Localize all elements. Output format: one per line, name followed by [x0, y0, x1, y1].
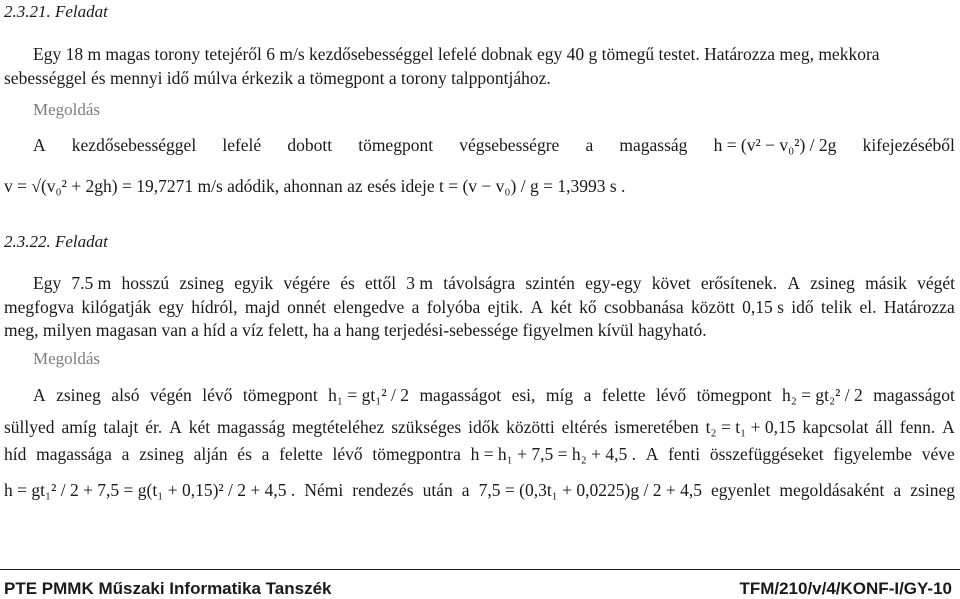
- word: között: [691, 297, 735, 317]
- word: kezdősebességgel: [71, 135, 197, 155]
- word: el.: [859, 297, 877, 317]
- word: felette: [279, 444, 323, 464]
- word: tömegpont: [696, 385, 772, 405]
- word: megfogva: [4, 297, 74, 317]
- word: majd: [244, 297, 280, 317]
- word: erősítenek.: [700, 273, 778, 293]
- word: alján: [193, 444, 228, 464]
- word: lefelé: [222, 135, 262, 155]
- word: rendezés: [352, 480, 414, 500]
- word: zsineg: [910, 480, 955, 500]
- problem2-solution-line4: [4, 482, 955, 500]
- problem1-solution-line2: v = √(v₀² + 2gh) = 19,7271 m/s adódik, ahonnan az esés ideje t = (v − v₀) / g = 1,3993 s .: [4, 176, 626, 196]
- word: a: [261, 444, 270, 464]
- word: 7,5 = (0,3t₁ + 0,0225)g / 2 + 4,5: [478, 480, 702, 500]
- word: h₁ = gt₁² / 2: [328, 385, 409, 405]
- word: másik: [865, 273, 907, 293]
- footer-document-code: TFM/210/v/4/KONF-I/GY-10: [739, 579, 952, 598]
- word: lévő: [656, 385, 687, 405]
- word: 7.5 m: [71, 273, 112, 293]
- word: felette: [601, 385, 646, 405]
- word: összefüggéseket: [709, 444, 824, 464]
- word: megoldásaként: [779, 480, 885, 500]
- word: zsineg: [810, 273, 855, 293]
- word: közötti: [506, 417, 555, 437]
- word: t₂ = t₁ + 0,15: [705, 417, 796, 437]
- word: után: [422, 480, 453, 500]
- word: távolságra: [443, 273, 516, 293]
- word: kilógatják: [81, 297, 152, 317]
- word: hosszú: [121, 273, 170, 293]
- problem1-solution-line1: [33, 137, 955, 155]
- word: A: [942, 417, 955, 437]
- word: egyik: [234, 273, 274, 293]
- problem2-solution-line3: [4, 446, 955, 464]
- word: A: [169, 417, 182, 437]
- word: h = (v² − v₀²) / 2g: [713, 135, 837, 155]
- problem1-solution-heading: Megoldás: [33, 100, 101, 119]
- word: végére: [283, 273, 330, 293]
- word: idők: [468, 417, 500, 437]
- word: egy: [158, 297, 184, 317]
- word: magassága: [36, 444, 112, 464]
- word: folyóba: [426, 297, 481, 317]
- word: magasság: [619, 135, 688, 155]
- word: kifejezéséből: [862, 135, 955, 155]
- word: A: [33, 135, 46, 155]
- word: A: [645, 444, 659, 464]
- word: eltérés: [561, 417, 608, 437]
- problem1-title: 2.3.21. Feladat: [4, 2, 108, 21]
- word: megtételéhez: [291, 417, 385, 437]
- word: A: [33, 385, 46, 405]
- word: Egy: [33, 273, 62, 293]
- word: zsineg: [56, 385, 101, 405]
- word: áll: [875, 417, 893, 437]
- word: a: [583, 385, 592, 405]
- problem2-title: 2.3.22. Feladat: [4, 232, 108, 251]
- page-footer: [0, 569, 960, 599]
- problem2-text-line3: meg, milyen magasan van a híd a víz felett, ha a hang terjedési-sebessége figyelmen kívül hagyható.: [4, 320, 707, 340]
- problem1-text-line2: sebességgel és mennyi idő múlva érkezik a tömegpont a torony talppontjához.: [4, 68, 551, 88]
- word: egyenlet: [711, 480, 771, 500]
- word: a: [893, 480, 902, 500]
- word: a: [461, 480, 470, 500]
- word: véve: [921, 444, 955, 464]
- footer-department: PTE PMMK Műszaki Informatika Tanszék: [4, 579, 332, 598]
- word: magasságot: [873, 385, 955, 405]
- word: fenti: [668, 444, 701, 464]
- word: Némi: [304, 480, 344, 500]
- word: és: [237, 444, 252, 464]
- word: h = gt₁² / 2 + 7,5 = g(t₁ + 0,15)² / 2 + 4,5 .: [4, 480, 296, 500]
- word: tömegpontra: [372, 444, 461, 464]
- word: a: [585, 135, 594, 155]
- problem2-text-line1: [33, 275, 955, 293]
- word: amíg: [61, 417, 97, 437]
- word: 0,15 s: [742, 297, 784, 317]
- word: kapcsolat: [802, 417, 869, 437]
- word: A: [530, 297, 544, 317]
- problem2-text-line2: [4, 299, 955, 317]
- word: egy-egy: [585, 273, 642, 293]
- word: míg: [545, 385, 574, 405]
- word: csobbanása: [604, 297, 684, 317]
- word: süllyed: [4, 417, 55, 437]
- word: magasság: [217, 417, 286, 437]
- word: két: [550, 297, 572, 317]
- word: híd: [4, 444, 27, 464]
- problem2-solution-line2: [4, 419, 955, 437]
- word: onnét: [287, 297, 327, 317]
- word: és: [340, 273, 355, 293]
- word: elengedve: [333, 297, 405, 317]
- word: végén: [149, 385, 192, 405]
- problem1-text-line1-content: Egy 18 m magas torony tetejéről 6 m/s kezdősebességgel lefelé dobnak egy 40 g tömegű testet. Határozza meg, mekkora: [33, 44, 880, 64]
- word: fenn.: [899, 417, 936, 437]
- word: Határozza: [883, 297, 955, 317]
- word: kő: [579, 297, 597, 317]
- word: ejtik.: [487, 297, 524, 317]
- word: magasságot: [419, 385, 502, 405]
- word: A: [787, 273, 800, 293]
- word: hídról,: [191, 297, 238, 317]
- word: figyelembe: [833, 444, 913, 464]
- problem1-text-line1: [33, 46, 955, 64]
- word: szükséges: [391, 417, 462, 437]
- word: tömegpont: [358, 135, 434, 155]
- word: alsó: [111, 385, 140, 405]
- word: h = h₁ + 7,5 = h₂ + 4,5 .: [470, 444, 636, 464]
- word: 3 m: [406, 273, 434, 293]
- word: dobott: [287, 135, 333, 155]
- problem2-solution-heading: Megoldás: [33, 349, 101, 368]
- word: végsebességre: [459, 135, 560, 155]
- word: lévő: [202, 385, 233, 405]
- word: tömegpont: [242, 385, 318, 405]
- word: telik: [821, 297, 853, 317]
- word: ettől: [364, 273, 397, 293]
- word: lévő: [332, 444, 363, 464]
- word: végét: [917, 273, 955, 293]
- word: ismeretében: [614, 417, 699, 437]
- word: zsineg: [179, 273, 225, 293]
- word: ér.: [145, 417, 163, 437]
- word: talajt: [103, 417, 139, 437]
- word: követ: [651, 273, 691, 293]
- word: zsineg: [139, 444, 184, 464]
- word: szintén: [525, 273, 575, 293]
- problem2-solution-line1: [33, 387, 955, 405]
- word: h₂ = gt₂² / 2: [781, 385, 863, 405]
- word: idő: [791, 297, 814, 317]
- word: a: [411, 297, 420, 317]
- word: két: [188, 417, 211, 437]
- word: esi,: [511, 385, 536, 405]
- word: a: [121, 444, 130, 464]
